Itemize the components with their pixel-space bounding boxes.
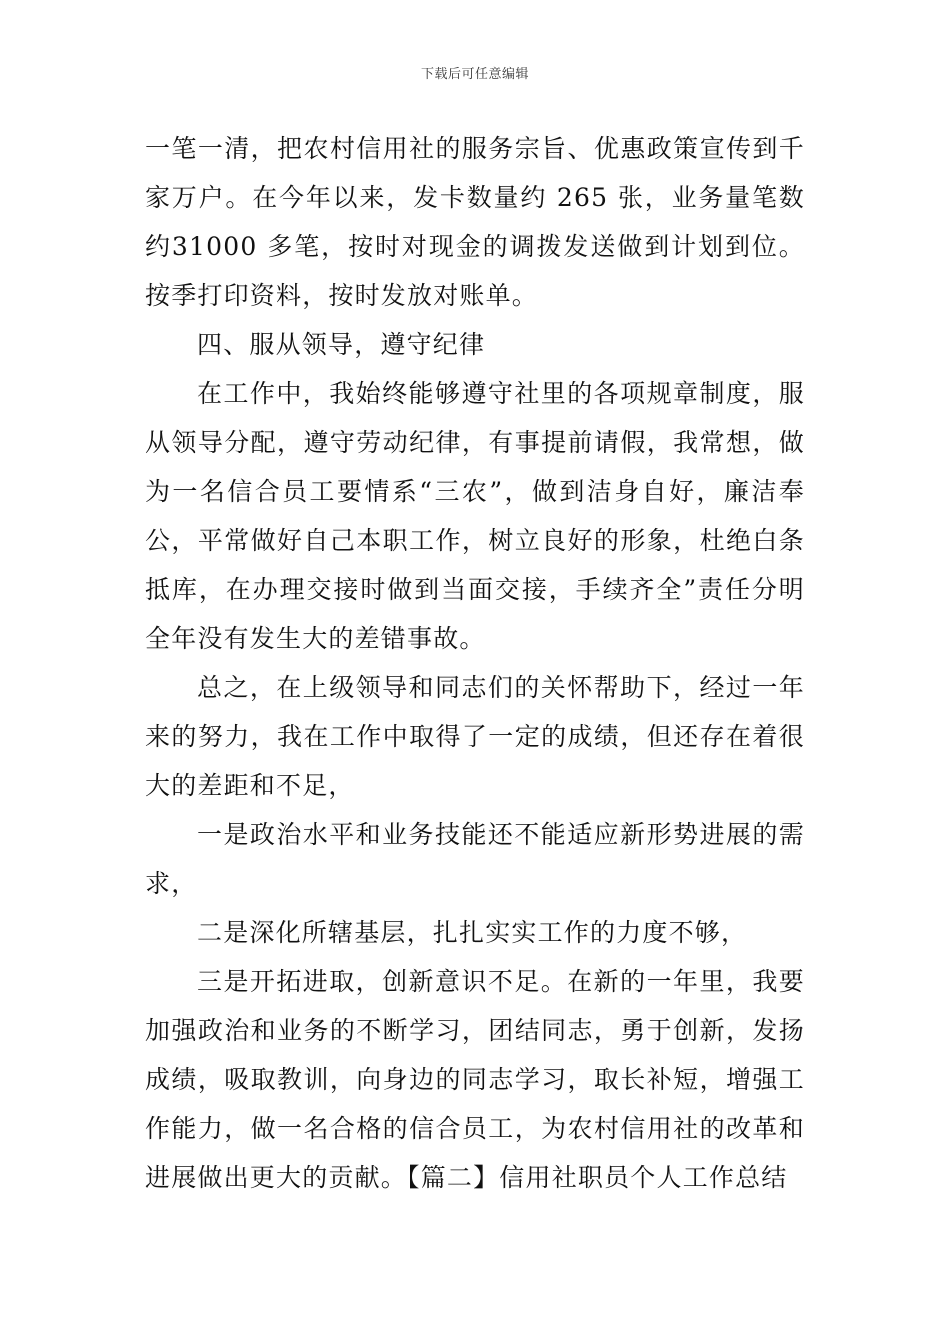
paragraph: 在工作中，我始终能够遵守社里的各项规章制度，服从领导分配，遵守劳动纪律，有事提前请假，我常想，做为一名信合员工要情系“三农”，做到洁身自好，廉洁奉公，平常做好自己本职工作，树立良好的形象，杜绝白条抵库，在办理交接时做到当面交接，手续齐全”责任分明全年没有发生大的差错事故。 [145,379,805,653]
paragraph: 二是深化所辖基层，扎扎实实工作的力度不够， [197,918,748,947]
section-heading: 四、服从领导，遵守纪律 [197,330,486,359]
document-body [145,124,805,1202]
paragraph: 一是政治水平和业务技能还不能适应新形势进展的需求， [145,820,805,898]
paragraph-continuation: 一笔一清，把农村信用社的服务宗旨、优惠政策宣传到千家万户。在今年以来，发卡数量约 265 张，业务量笔数约31000 多笔，按时对现金的调拨发送做到计划到位。按季打印资料，按时发放对账单。 [145,134,805,310]
paragraph: 总之，在上级领导和同志们的关怀帮助下，经过一年来的努力，我在工作中取得了一定的成绩，但还存在着很大的差距和不足， [145,673,805,800]
paragraph: 三是开拓进取，创新意识不足。在新的一年里，我要加强政治和业务的不断学习，团结同志，勇于创新，发扬成绩，吸取教训，向身边的同志学习，取长补短，增强工作能力，做一名合格的信合员工，为农村信用社的改革和进展做出更大的贡献。【篇二】信用社职员个人工作总结 [145,967,805,1192]
page-header: 下载后可任意编辑 [420,67,529,82]
